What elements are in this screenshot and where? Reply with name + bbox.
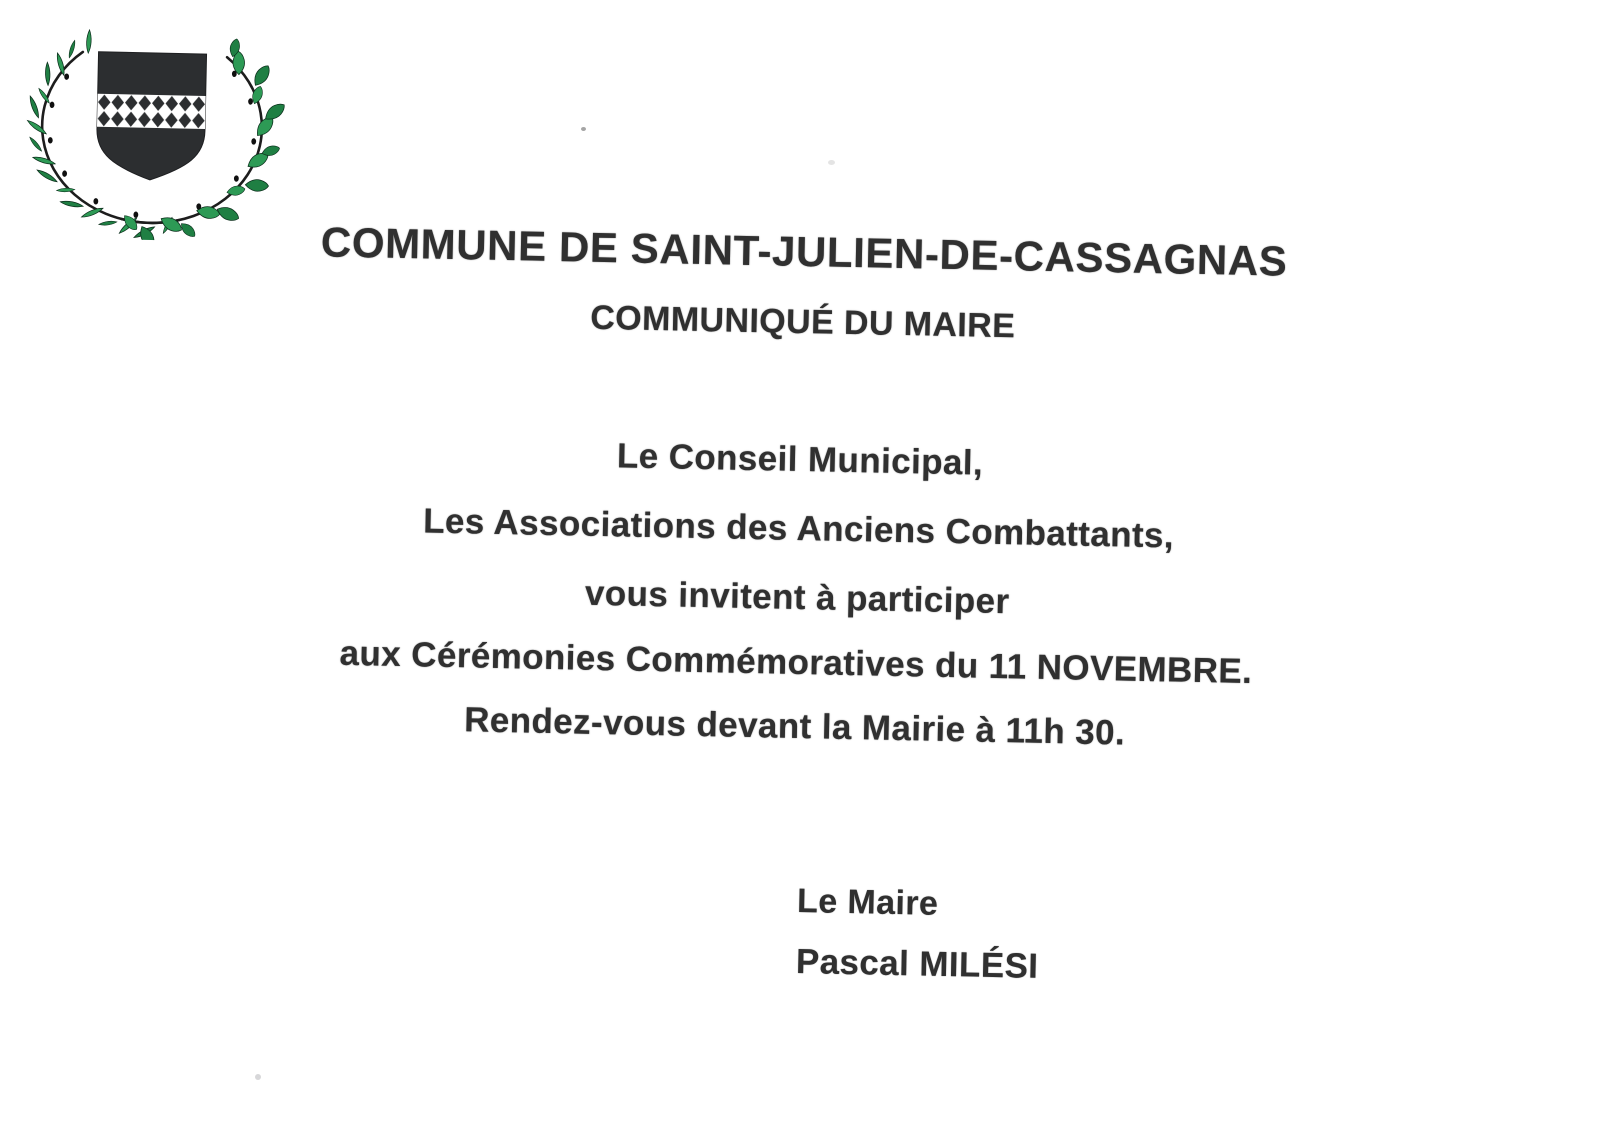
body-line-5: Rendez-vous devant la Mairie à 11h 30. — [463, 700, 1126, 753]
signature-name: Pascal MILÉSI — [795, 942, 1039, 986]
signature-role: Le Maire — [796, 882, 939, 923]
body-line-4: aux Cérémonies Commémoratives du 11 NOVEMBRE. — [339, 633, 1253, 692]
scan-speck — [581, 127, 586, 131]
scan-speck — [828, 160, 835, 165]
body-line-3: vous invitent à participer — [584, 573, 1010, 622]
document-title: COMMUNE DE SAINT-JULIEN-DE-CASSAGNAS — [320, 218, 1288, 285]
body-line-2: Les Associations des Anciens Combattants, — [422, 501, 1175, 556]
document-subtitle: COMMUNIQUÉ DU MAIRE — [589, 298, 1016, 346]
body-line-1: Le Conseil Municipal, — [616, 436, 984, 483]
scan-speck — [255, 1074, 261, 1080]
